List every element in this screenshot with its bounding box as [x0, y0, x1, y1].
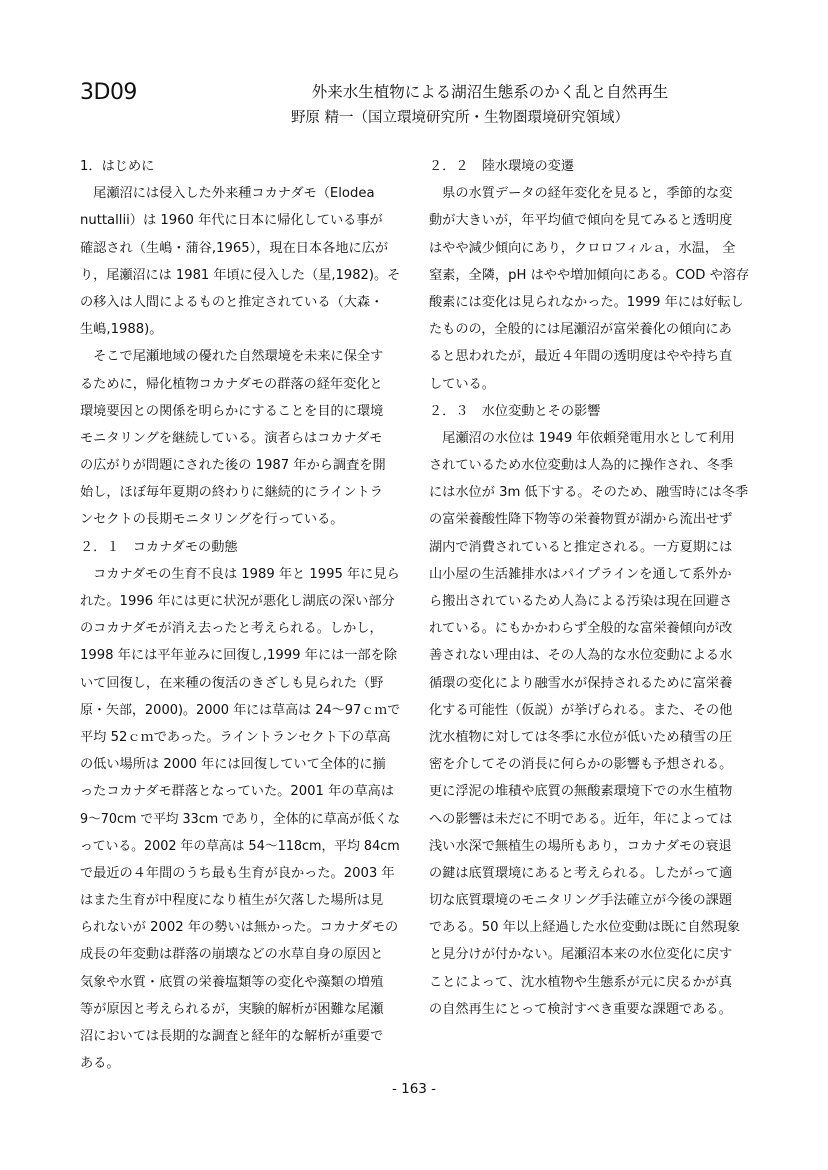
- author-line: 野原 精一（国立環境研究所・生物圏環境研究領域）: [290, 110, 630, 126]
- text-line: 尾瀬沼には侵入した外来種コカナダモ（Elodea: [80, 186, 375, 202]
- text-line: ことによって、沈水植物や生態系が元に戻るかが真: [429, 974, 733, 990]
- text-line: 山小屋の生活雑排水はパイプラインを通して系外か: [429, 566, 732, 582]
- text-line: 窒素，全隣，pH はやや増加傾向にある。COD や溶存: [429, 267, 750, 283]
- text-line: 動が大きいが，年平均値で傾向を見てみると透明度: [429, 213, 733, 229]
- text-line: 善されない理由は、その人為的な水位変動による水: [429, 648, 733, 664]
- paper-code: 3D09: [80, 80, 137, 105]
- text-line: 成長の年変動は群落の崩壊などの水草自身の原因と: [80, 947, 384, 963]
- text-line: 尾瀬沼の水位は 1949 年依頼発電用水として利用: [429, 430, 735, 446]
- text-line: と見分けが付かない。尾瀬沼本来の水位変化に戻す: [429, 947, 733, 963]
- text-line: のコカナダモが消え去ったと考えられる。しかし，: [80, 621, 383, 637]
- text-line: いて回復し，在来種の復活のきざしも見られた（野: [80, 675, 384, 691]
- text-line: 確認され（生嶋・蒲谷,1965），現在日本各地に広が: [80, 240, 389, 256]
- text-line: である。50 年以上経過した水位変動は既に自然現象: [429, 920, 741, 936]
- text-line: nuttallii）は 1960 年代に日本に帰化している事が: [80, 213, 383, 229]
- text-line: 原・矢部，2000)。2000 年には草高は 24～97ｃｍで: [80, 702, 401, 718]
- text-line: 沼においては長期的な調査と経年的な解析が重要で: [80, 1029, 384, 1044]
- text-line: 湖内で消費されていると推定される。一方夏期には: [429, 539, 733, 555]
- text-line: の鍵は底質環境にあると考えられる。したがって適: [429, 865, 733, 881]
- paper-title: 外来水生植物による湖沼生態系のかく乱と自然再生: [311, 83, 669, 101]
- text-line: ると思われたが，最近４年間の透明度はやや持ち直: [429, 349, 733, 365]
- text-line: ンセクトの長期モニタリングを行っている。: [80, 512, 344, 528]
- text-line: たものの，全般的には尾瀬沼が富栄養化の傾向にあ: [429, 322, 732, 338]
- text-line: している。: [429, 376, 495, 392]
- text-line: 1．はじめに: [80, 159, 155, 174]
- text-line: 等が原因と考えられるが，実験的解析が困難な尾瀬: [80, 1001, 384, 1017]
- text-line: れている。にもかかわらず全般的な富栄養傾向が改: [429, 621, 733, 637]
- text-line: の広がりが問題にされた後の 1987 年から調査を開: [80, 458, 386, 474]
- text-line: 酸素には変化は見られなかった。1999 年には好転し: [429, 294, 744, 310]
- text-line: 平均 52ｃｍであった。ライントランセクト下の草高: [80, 729, 391, 745]
- text-line: 沈水植物に対しては冬季に水位が低いため積雪の圧: [429, 729, 733, 745]
- page-number: - 163 -: [391, 1081, 437, 1097]
- text-line: り，尾瀬沼には 1981 年頃に侵入した（星,1982)。そ: [80, 267, 401, 283]
- text-line: ら搬出されているため人為による汚染は現在回避さ: [429, 594, 733, 609]
- text-line: ２．１ コカナダモの動態: [80, 539, 238, 555]
- text-line: 県の水質データの経年変化を見ると，季節的な変: [429, 186, 733, 202]
- text-line: の移入は人間によるものと推定されている（大森・: [80, 294, 384, 310]
- text-line: 浅い水深で無植生の場所もあり，コカナダモの衰退: [429, 838, 732, 854]
- text-line: で最近の４年間のうち最も生育が良かった。2003 年: [80, 865, 395, 881]
- text-line: コカナダモの生育不良は 1989 年と 1995 年に見ら: [80, 566, 400, 582]
- text-line: の自然再生にとって検討すべき重要な課題である。: [429, 1001, 732, 1017]
- text-line: ２．３ 水位変動とその影響: [429, 403, 601, 419]
- text-line: るために，帰化植物コカナダモの群落の経年変化と: [80, 376, 383, 392]
- text-line: の低い場所は 2000 年には回復していて全体的に揃: [80, 757, 386, 773]
- text-line: 生嶋,1988)。: [80, 322, 163, 338]
- text-line: れた。1996 年には更に状況が悪化し湖底の深い部分: [80, 594, 395, 609]
- text-line: はやや減少傾向にあり，クロロフィルａ，水温， 全: [429, 240, 736, 256]
- text-line: 切な底質環境のモニタリング手法確立が今後の課題: [429, 893, 733, 909]
- text-line: 更に浮泥の堆積や底質の無酸素環境下での水生植物: [429, 784, 733, 800]
- text-line: 密を介してその消長に何らかの影響も予想される。: [429, 757, 733, 773]
- text-line: られないが 2002 年の勢いは無かった。コカナダモの: [80, 920, 399, 936]
- right-column: [429, 153, 749, 1023]
- left-column: [80, 153, 400, 1077]
- text-line: 9～70cm で平均 33cm であり，全体的に草高が低くな: [80, 811, 401, 827]
- text-line: ったコカナダモ群落となっていた。2001 年の草高は: [80, 784, 395, 800]
- text-line: 循環の変化により融雪水が保持されるために富栄養: [429, 675, 733, 691]
- text-line: っている。2002 年の草高は 54～118cm，平均 84cm: [80, 838, 400, 854]
- text-line: 1998 年には平年並みに回復し,1999 年には一部を除: [80, 648, 398, 664]
- text-line: モニタリングを継続している。演者らはコカナダモ: [80, 430, 383, 446]
- text-line: ２．２ 陸水環境の変遷: [429, 159, 575, 174]
- text-line: 環境要因との関係を明らかにすることを目的に環境: [80, 403, 384, 419]
- text-line: されているため水位変動は人為的に操作され、冬季: [429, 458, 734, 474]
- text-line: 気象や水質・底質の栄養塩類等の変化や藻類の増殖: [80, 974, 384, 990]
- text-line: そこで尾瀬地域の優れた自然環境を未来に保全す: [80, 349, 384, 365]
- text-line: ある。: [80, 1056, 120, 1072]
- text-line: 化する可能性（仮説）が挙げられる。また、その他: [429, 702, 733, 718]
- text-line: の富栄養酸性降下物等の栄養物質が湖から流出せず: [429, 512, 733, 528]
- text-line: 始し，ほぼ毎年夏期の終わりに継続的にライントラ: [80, 485, 383, 501]
- text-line: には水位が 3m 低下する。そのため、融雪時には冬季: [429, 485, 749, 501]
- text-line: への影響は未だに不明である。近年，年によっては: [429, 811, 733, 827]
- text-line: はまた生育が中程度になり植生が欠落した場所は見: [80, 893, 384, 909]
